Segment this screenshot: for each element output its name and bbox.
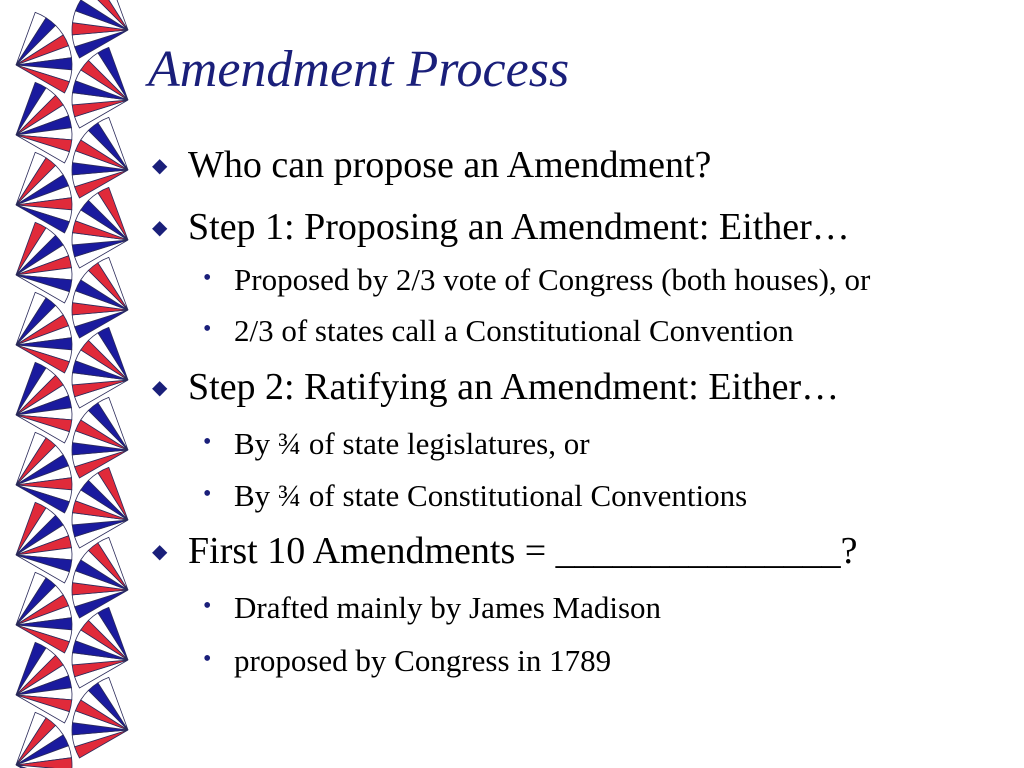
fan-ornament bbox=[72, 467, 128, 548]
bullet-first-ten-amendments: First 10 Amendments = _______________? bbox=[188, 530, 858, 572]
bullet-step-2: Step 2: Ratifying an Amendment: Either… bbox=[188, 366, 840, 408]
fan-ornament bbox=[72, 187, 128, 268]
dot-bullet-icon: • bbox=[203, 316, 212, 342]
dot-bullet-icon: • bbox=[203, 265, 212, 291]
fan-ornament bbox=[16, 502, 72, 583]
subbullet-state-legislatures: By ¾ of state legislatures, or bbox=[234, 426, 590, 461]
fan-ornament bbox=[72, 537, 128, 618]
fan-ornament bbox=[72, 677, 128, 758]
fan-ornament bbox=[72, 117, 128, 198]
slide-title: Amendment Process bbox=[148, 41, 570, 98]
dot-bullet-icon: • bbox=[203, 481, 212, 507]
dot-bullet-icon: • bbox=[203, 593, 212, 619]
dot-bullet-icon: • bbox=[203, 429, 212, 455]
fan-ornament bbox=[16, 642, 72, 723]
fan-ornament bbox=[16, 152, 72, 233]
fan-ornament bbox=[72, 607, 128, 688]
fan-ornament bbox=[72, 0, 128, 58]
diamond-bullet-icon: ◆ bbox=[152, 541, 168, 563]
bullet-who-can-propose: Who can propose an Amendment? bbox=[188, 144, 712, 186]
diamond-bullet-icon: ◆ bbox=[152, 217, 168, 239]
fan-ornament bbox=[16, 222, 72, 303]
fan-ornament bbox=[16, 572, 72, 653]
bullet-step-1: Step 1: Proposing an Amendment: Either… bbox=[188, 206, 850, 248]
fan-ornament bbox=[72, 47, 128, 128]
fan-ornament bbox=[16, 292, 72, 373]
subbullet-constitutional-convention: 2/3 of states call a Constitutional Convention bbox=[234, 313, 794, 348]
decorative-fan-border bbox=[0, 0, 140, 768]
fan-ornament bbox=[16, 82, 72, 163]
subbullet-state-conventions: By ¾ of state Constitutional Conventions bbox=[234, 478, 748, 513]
subbullet-proposed-1789: proposed by Congress in 1789 bbox=[234, 643, 612, 678]
fan-ornament bbox=[72, 397, 128, 478]
subbullet-james-madison: Drafted mainly by James Madison bbox=[234, 590, 662, 625]
fan-ornament bbox=[16, 432, 72, 513]
diamond-bullet-icon: ◆ bbox=[152, 377, 168, 399]
dot-bullet-icon: • bbox=[203, 646, 212, 672]
fan-ornament bbox=[72, 257, 128, 338]
subbullet-congress-vote: Proposed by 2/3 vote of Congress (both houses), or bbox=[234, 262, 871, 297]
fan-ornament bbox=[16, 12, 72, 93]
fan-ornament bbox=[16, 362, 72, 443]
diamond-bullet-icon: ◆ bbox=[152, 155, 168, 177]
fan-ornament bbox=[72, 327, 128, 408]
